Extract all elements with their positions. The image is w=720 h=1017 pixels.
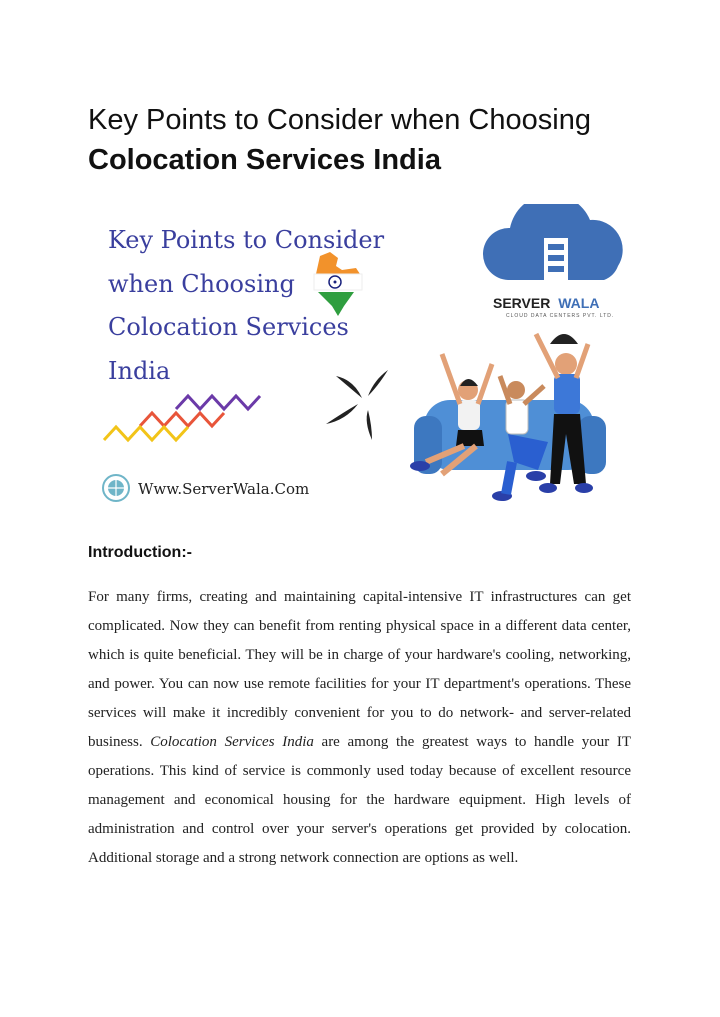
intro-paragraph: [88, 583, 631, 873]
zigzag-purple: [176, 396, 260, 409]
title-line-2: Colocation Services India: [88, 144, 441, 176]
intro-emphasis: Colocation Services India: [150, 734, 314, 750]
celebrating-people-illustration: [410, 334, 606, 501]
title-line-1: Key Points to Consider when Choosing: [88, 104, 591, 136]
banner-heading-line-2: when Choosing: [108, 270, 295, 298]
logo-tagline: CLOUD DATA CENTERS PVT. LTD.: [506, 313, 615, 319]
intro-text-before: For many firms, creating and maintaining capital-intensive IT infrastructures can get complicated. Now they can benefit from renting physical space in a different data center, which is quite beneficial. They will be in charge of your hardware's cooling, networking, and power. You can now use remote facilities for your IT department's operations. These services will make it incredibly convenient for you to do network- and server-related business.: [88, 589, 631, 750]
website-url: Www.ServerWala.Com: [138, 480, 310, 498]
banner-heading-line-1: Key Points to Consider: [108, 226, 385, 254]
serverwala-logo: [483, 204, 623, 319]
intro-text-after: are among the greatest ways to handle your IT operations. This kind of service is commonly used today because of excellent resource management and economical housing for the hardware equipment. High levels of administration and control over your server's operations get provided by colocation. Additional storage and a strong network connection are options as well.: [88, 734, 632, 866]
website-link[interactable]: [103, 475, 309, 501]
banner-heading-line-4: India: [108, 357, 171, 385]
india-map-icon: [314, 252, 362, 316]
banner-heading-line-3: Colocation Services: [108, 313, 349, 341]
zigzag-orange: [140, 413, 224, 426]
banner-image: [88, 204, 633, 516]
zigzag-yellow: [104, 427, 188, 440]
logo-word-wala: WALA: [558, 295, 600, 311]
svg-text:SERVER WALA: [493, 295, 599, 311]
logo-word-server: SERVER: [493, 295, 551, 311]
document-title: [88, 100, 688, 180]
intro-heading: Introduction:-: [88, 544, 192, 561]
burst-icon: [326, 370, 388, 440]
